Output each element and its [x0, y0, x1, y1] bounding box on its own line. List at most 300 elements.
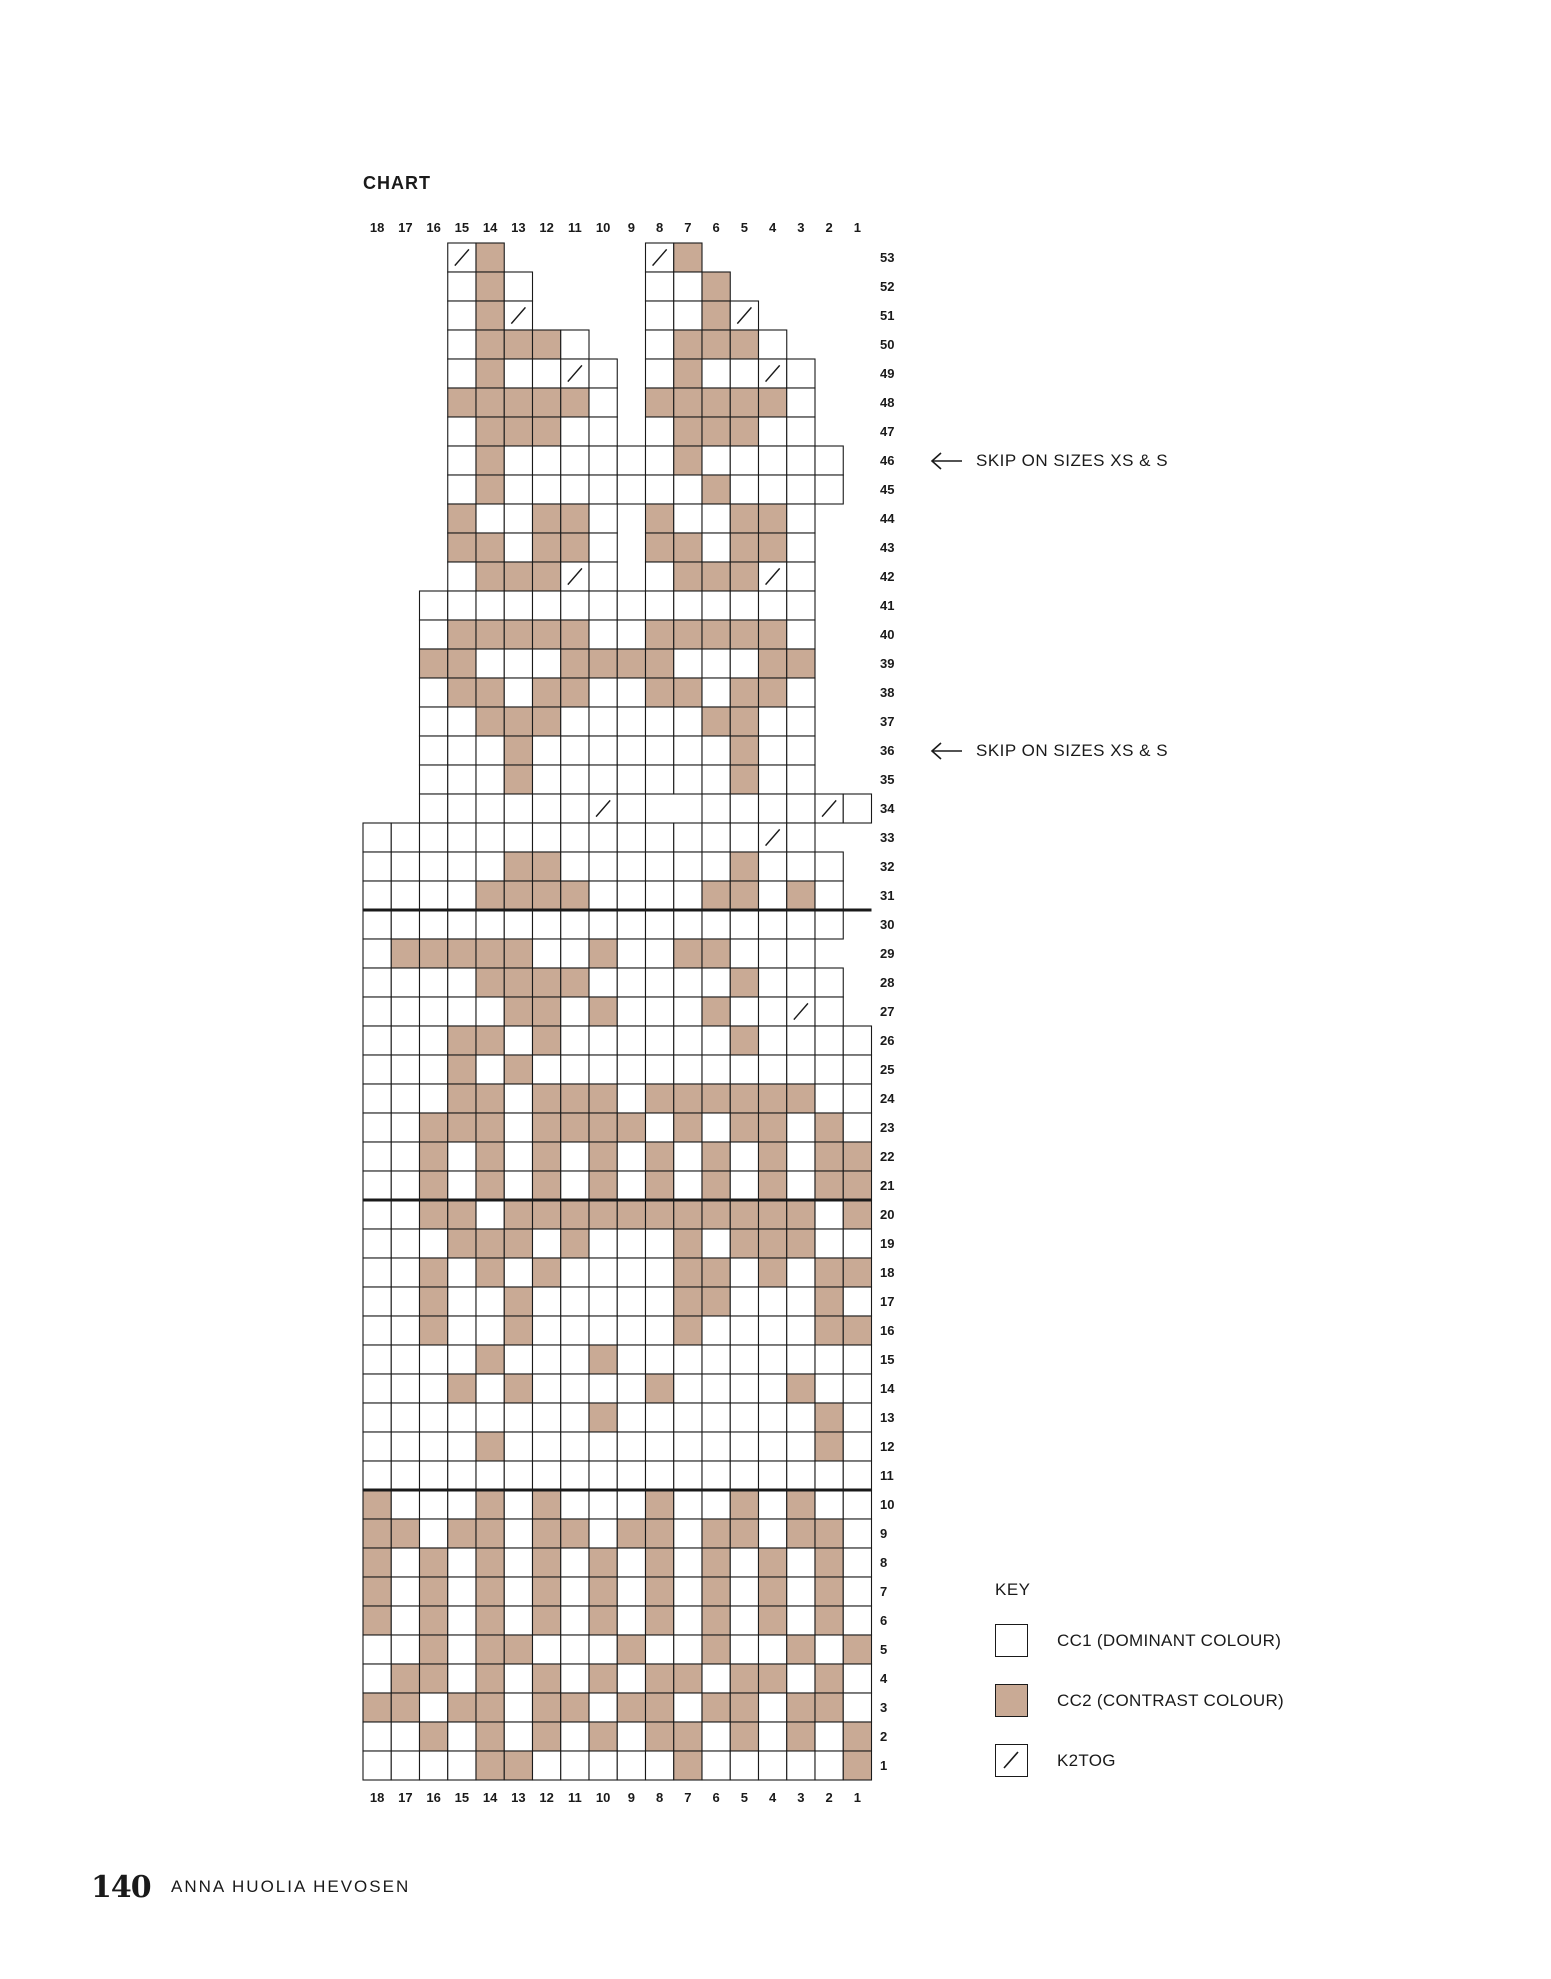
cell-cc2 [617, 1200, 645, 1229]
cell-cc1 [448, 272, 476, 301]
cell-cc1 [533, 1316, 561, 1345]
cell-cc1 [617, 910, 645, 939]
cell-cc1 [759, 707, 787, 736]
cell-cc2 [504, 707, 532, 736]
column-label: 13 [511, 220, 526, 235]
cell-cc1 [787, 1345, 815, 1374]
cell-cc1 [476, 997, 504, 1026]
cell-cc2 [476, 243, 504, 272]
cell-cc2 [504, 388, 532, 417]
cell-cc2 [730, 1664, 758, 1693]
row-label: 37 [880, 714, 895, 729]
cell-cc2 [787, 1635, 815, 1664]
cell-cc1 [504, 1026, 532, 1055]
cell-cc1 [617, 1229, 645, 1258]
column-label: 16 [426, 220, 441, 235]
cell-cc2 [561, 678, 589, 707]
cell-cc1 [533, 1374, 561, 1403]
cell-cc2 [759, 1142, 787, 1171]
column-label: 18 [369, 1790, 385, 1805]
cell-cc2 [448, 1693, 476, 1722]
row-label: 52 [880, 279, 895, 294]
cell-cc1 [448, 823, 476, 852]
cell-cc1 [476, 591, 504, 620]
cell-cc2 [504, 417, 532, 446]
row-label: 3 [880, 1700, 888, 1715]
cell-cc2 [561, 1113, 589, 1142]
cell-cc2 [504, 968, 532, 997]
row-label: 38 [880, 685, 895, 700]
cell-cc1 [730, 1548, 758, 1577]
cell-cc1 [702, 1026, 730, 1055]
cell-cc1 [476, 765, 504, 794]
cell-cc1 [730, 1606, 758, 1635]
cell-cc1 [589, 852, 617, 881]
cell-cc1 [843, 1287, 871, 1316]
cell-cc1 [476, 794, 504, 823]
cell-cc2 [363, 1606, 391, 1635]
cell-cc1 [391, 881, 419, 910]
cell-cc1 [589, 910, 617, 939]
cell-cc1 [391, 1432, 419, 1461]
cell-cc1 [363, 1403, 391, 1432]
cell-cc2 [476, 388, 504, 417]
cell-cc2 [843, 1258, 871, 1287]
cell-cc2 [730, 620, 758, 649]
cell-cc1 [674, 1635, 702, 1664]
cell-cc2 [815, 1693, 843, 1722]
row-label: 53 [880, 250, 895, 265]
cell-cc1 [843, 1345, 871, 1374]
cell-cc1 [674, 649, 702, 678]
cell-cc1 [391, 1113, 419, 1142]
cell-cc1 [787, 939, 815, 968]
cell-cc1 [843, 1374, 871, 1403]
cell-cc1 [363, 1374, 391, 1403]
cell-cc1 [589, 562, 617, 591]
cell-cc2 [787, 649, 815, 678]
cell-cc2 [476, 1490, 504, 1519]
cell-cc1 [561, 939, 589, 968]
cell-cc1 [843, 1055, 871, 1084]
cell-cc1 [448, 1664, 476, 1693]
column-label: 8 [656, 220, 664, 235]
cell-cc2 [504, 736, 532, 765]
cell-cc2 [448, 1026, 476, 1055]
cell-cc2 [476, 301, 504, 330]
cell-cc1 [448, 997, 476, 1026]
cell-cc1 [363, 1258, 391, 1287]
cell-cc1 [843, 1693, 871, 1722]
cell-cc2 [476, 1751, 504, 1780]
cell-cc1 [391, 1577, 419, 1606]
column-label: 12 [539, 220, 554, 235]
cell-cc2 [815, 1113, 843, 1142]
cell-cc2 [476, 1229, 504, 1258]
column-label: 4 [769, 220, 777, 235]
cell-cc2 [448, 1055, 476, 1084]
cell-cc1 [504, 1461, 532, 1490]
cell-cc1 [646, 968, 674, 997]
cell-cc2 [674, 417, 702, 446]
cell-cc1 [759, 910, 787, 939]
cell-cc1 [589, 417, 617, 446]
cell-cc2 [561, 968, 589, 997]
cell-cc1 [759, 881, 787, 910]
cell-cc2 [448, 504, 476, 533]
cell-cc1 [674, 1432, 702, 1461]
cell-cc1 [420, 1490, 448, 1519]
column-label: 10 [595, 1790, 611, 1805]
cell-cc1 [420, 1693, 448, 1722]
cell-cc1 [702, 1055, 730, 1084]
cell-cc1 [702, 1345, 730, 1374]
cell-cc1 [787, 1548, 815, 1577]
cell-cc1 [476, 1374, 504, 1403]
cell-cc2 [730, 852, 758, 881]
row-label: 4 [880, 1671, 888, 1686]
cell-cc1 [420, 968, 448, 997]
cell-cc2 [589, 939, 617, 968]
row-label: 27 [880, 1004, 895, 1019]
cell-cc2 [702, 1548, 730, 1577]
cell-cc1 [448, 1635, 476, 1664]
cell-cc2 [561, 1519, 589, 1548]
row-label: 50 [880, 337, 895, 352]
cell-cc1 [843, 1461, 871, 1490]
key-label-cc1: CC1 (DOMINANT COLOUR) [1057, 1630, 1282, 1650]
cell-cc1 [843, 1664, 871, 1693]
row-label: 30 [880, 917, 895, 932]
cell-cc2 [702, 301, 730, 330]
cell-cc2 [674, 1200, 702, 1229]
page-number: 140 [91, 1870, 151, 1905]
cell-cc2 [702, 388, 730, 417]
cell-cc2 [476, 475, 504, 504]
cell-cc1 [815, 1026, 843, 1055]
cell-cc1 [448, 446, 476, 475]
cell-cc2 [533, 1548, 561, 1577]
annotation-text: SKIP ON SIZES XS & S [976, 451, 1169, 470]
cell-cc2 [476, 1171, 504, 1200]
cell-cc2 [759, 1200, 787, 1229]
cell-cc1 [448, 475, 476, 504]
cell-cc1 [589, 1316, 617, 1345]
cell-cc1 [815, 881, 843, 910]
cell-cc1 [448, 1722, 476, 1751]
cell-cc1 [476, 1461, 504, 1490]
cell-cc2 [843, 1722, 871, 1751]
cell-cc2 [533, 968, 561, 997]
column-label: 15 [454, 220, 470, 235]
cell-cc2 [815, 1287, 843, 1316]
cell-cc1 [730, 1316, 758, 1345]
cell-cc1 [646, 910, 674, 939]
key-item-cc1 [995, 1624, 1281, 1657]
cell-cc1 [589, 388, 617, 417]
cell-cc2 [674, 1258, 702, 1287]
cell-cc2 [815, 1316, 843, 1345]
cell-cc1 [391, 968, 419, 997]
cell-cc1 [363, 1287, 391, 1316]
column-label: 9 [627, 220, 635, 235]
cell-cc1 [730, 1374, 758, 1403]
cell-cc2 [448, 1200, 476, 1229]
cell-cc1 [504, 910, 532, 939]
cell-cc2 [730, 881, 758, 910]
cell-cc1 [617, 881, 645, 910]
cell-cc2 [420, 1548, 448, 1577]
cell-cc2 [759, 678, 787, 707]
cell-cc1 [533, 1229, 561, 1258]
cell-cc1 [589, 881, 617, 910]
cell-cc1 [730, 1287, 758, 1316]
cell-cc1 [476, 1403, 504, 1432]
cell-cc2 [533, 1113, 561, 1142]
cell-cc1 [787, 562, 815, 591]
cell-cc2 [533, 417, 561, 446]
cell-cc1 [815, 1229, 843, 1258]
cell-cc2 [476, 1084, 504, 1113]
cell-cc1 [759, 1403, 787, 1432]
cell-cc2 [476, 417, 504, 446]
row-label: 48 [880, 395, 895, 410]
row-label: 1 [880, 1758, 888, 1773]
cell-cc1 [589, 591, 617, 620]
row-label: 45 [880, 482, 895, 497]
cell-cc1 [759, 1345, 787, 1374]
cell-cc1 [674, 1142, 702, 1171]
cell-cc1 [730, 1635, 758, 1664]
cell-cc1 [589, 1287, 617, 1316]
row-label: 49 [880, 366, 895, 381]
cell-cc2 [702, 1200, 730, 1229]
cell-cc1 [674, 504, 702, 533]
cell-cc2 [646, 1664, 674, 1693]
cell-cc2 [646, 1171, 674, 1200]
cell-cc2 [730, 417, 758, 446]
cell-cc2 [759, 1084, 787, 1113]
cell-cc2 [448, 1084, 476, 1113]
cell-cc1 [504, 272, 532, 301]
cell-cc1 [561, 1142, 589, 1171]
key-label-k2tog: K2TOG [1057, 1750, 1116, 1770]
cell-cc1 [391, 1374, 419, 1403]
cell-cc1 [759, 1432, 787, 1461]
cell-cc2 [476, 562, 504, 591]
cell-cc2 [815, 1142, 843, 1171]
row-label: 29 [880, 946, 895, 961]
cell-cc1 [815, 1374, 843, 1403]
cell-cc2 [448, 939, 476, 968]
cell-cc1 [730, 1258, 758, 1287]
cell-cc2 [759, 1577, 787, 1606]
cell-cc1 [561, 1374, 589, 1403]
cell-cc1 [759, 1693, 787, 1722]
cell-cc2 [843, 1200, 871, 1229]
cell-cc2 [476, 1577, 504, 1606]
cell-cc1 [730, 591, 758, 620]
cell-cc1 [787, 620, 815, 649]
cell-cc1 [561, 1171, 589, 1200]
cell-cc1 [646, 736, 674, 765]
cell-cc1 [759, 1635, 787, 1664]
cell-cc1 [815, 1461, 843, 1490]
cell-cc1 [617, 1171, 645, 1200]
cell-cc2 [363, 1490, 391, 1519]
cell-cc1 [787, 504, 815, 533]
cell-cc1 [589, 446, 617, 475]
cell-cc1 [674, 852, 702, 881]
cell-cc1 [363, 1316, 391, 1345]
cell-cc2 [787, 1490, 815, 1519]
cell-cc1 [815, 1722, 843, 1751]
column-label: 14 [482, 220, 498, 235]
cell-cc1 [702, 910, 730, 939]
cell-cc1 [815, 1635, 843, 1664]
cell-cc1 [533, 359, 561, 388]
cell-cc1 [730, 446, 758, 475]
cell-cc2 [617, 1693, 645, 1722]
cell-cc1 [617, 1548, 645, 1577]
cell-cc1 [504, 1113, 532, 1142]
row-label: 43 [880, 540, 895, 555]
cell-cc2 [504, 1635, 532, 1664]
row-label: 35 [880, 772, 895, 787]
cell-cc1 [448, 1287, 476, 1316]
cell-cc1 [448, 1316, 476, 1345]
cell-cc2 [420, 1577, 448, 1606]
cell-cc1 [589, 1519, 617, 1548]
cell-cc1 [702, 1403, 730, 1432]
cell-cc1 [589, 533, 617, 562]
cell-cc1 [674, 475, 702, 504]
cell-cc2 [674, 1316, 702, 1345]
cell-cc1 [787, 707, 815, 736]
cell-cc1 [561, 823, 589, 852]
cell-cc2 [504, 1287, 532, 1316]
cell-cc2 [589, 1171, 617, 1200]
cell-cc1 [702, 794, 730, 823]
cell-cc2 [646, 533, 674, 562]
cell-cc2 [504, 562, 532, 591]
cell-cc2 [674, 243, 702, 272]
cell-cc1 [561, 1403, 589, 1432]
cell-cc2 [617, 1635, 645, 1664]
cell-cc1 [759, 330, 787, 359]
cell-cc2 [476, 1026, 504, 1055]
cell-cc2 [815, 1606, 843, 1635]
cell-cc2 [533, 881, 561, 910]
column-label: 17 [398, 220, 413, 235]
cell-cc2 [646, 1374, 674, 1403]
cell-cc2 [476, 272, 504, 301]
cell-cc2 [646, 1693, 674, 1722]
cell-cc1 [787, 1606, 815, 1635]
cell-cc1 [561, 852, 589, 881]
cell-cc1 [646, 823, 674, 852]
cell-cc2 [702, 417, 730, 446]
column-label: 9 [627, 1790, 635, 1805]
cell-cc1 [617, 1461, 645, 1490]
column-label: 13 [511, 1790, 526, 1805]
cell-cc1 [561, 910, 589, 939]
cell-cc1 [787, 968, 815, 997]
cell-cc2 [646, 1519, 674, 1548]
cell-cc2 [589, 1142, 617, 1171]
cell-cc1 [589, 1751, 617, 1780]
cell-cc1 [702, 765, 730, 794]
cell-cc1 [646, 1229, 674, 1258]
cell-cc1 [504, 1519, 532, 1548]
cell-cc1 [759, 417, 787, 446]
cell-cc1 [561, 591, 589, 620]
cell-cc1 [617, 968, 645, 997]
cell-cc2 [533, 1664, 561, 1693]
column-label: 18 [369, 220, 385, 235]
cell-cc1 [787, 1142, 815, 1171]
cell-cc1 [787, 678, 815, 707]
cell-cc1 [815, 1345, 843, 1374]
cell-cc2 [674, 620, 702, 649]
cell-cc1 [504, 1432, 532, 1461]
cell-cc2 [730, 330, 758, 359]
cell-cc1 [504, 1548, 532, 1577]
cell-cc1 [674, 1171, 702, 1200]
cell-cc2 [476, 359, 504, 388]
cell-cc1 [617, 1316, 645, 1345]
cell-cc1 [391, 1258, 419, 1287]
cell-cc1 [787, 1026, 815, 1055]
cell-cc1 [363, 823, 391, 852]
cell-cc2 [702, 1287, 730, 1316]
cell-cc2 [533, 388, 561, 417]
cell-cc1 [391, 1751, 419, 1780]
cell-cc1 [730, 794, 758, 823]
row-label: 15 [880, 1352, 895, 1367]
cell-cc1 [533, 939, 561, 968]
cell-cc2 [730, 1519, 758, 1548]
cell-cc2 [843, 1142, 871, 1171]
row-label: 20 [880, 1207, 895, 1222]
row-label: 32 [880, 859, 895, 874]
cell-cc1 [815, 852, 843, 881]
cell-cc1 [759, 446, 787, 475]
cell-cc1 [646, 591, 674, 620]
cell-cc1 [617, 939, 645, 968]
column-label: 12 [539, 1790, 554, 1805]
cell-cc2 [420, 1200, 448, 1229]
cell-cc2 [759, 1664, 787, 1693]
cell-cc2 [674, 359, 702, 388]
cell-cc1 [730, 910, 758, 939]
row-label: 34 [880, 801, 895, 816]
cell-cc2 [561, 388, 589, 417]
cell-cc1 [448, 301, 476, 330]
cell-cc2 [730, 1229, 758, 1258]
cell-cc1 [504, 794, 532, 823]
cell-cc1 [702, 649, 730, 678]
cell-cc2 [561, 649, 589, 678]
cell-cc2 [730, 707, 758, 736]
cell-cc2 [476, 533, 504, 562]
cell-cc2 [504, 1316, 532, 1345]
cell-cc2 [476, 446, 504, 475]
cell-cc2 [815, 1664, 843, 1693]
cell-cc2 [533, 533, 561, 562]
cell-cc2 [589, 1722, 617, 1751]
cell-cc1 [561, 736, 589, 765]
